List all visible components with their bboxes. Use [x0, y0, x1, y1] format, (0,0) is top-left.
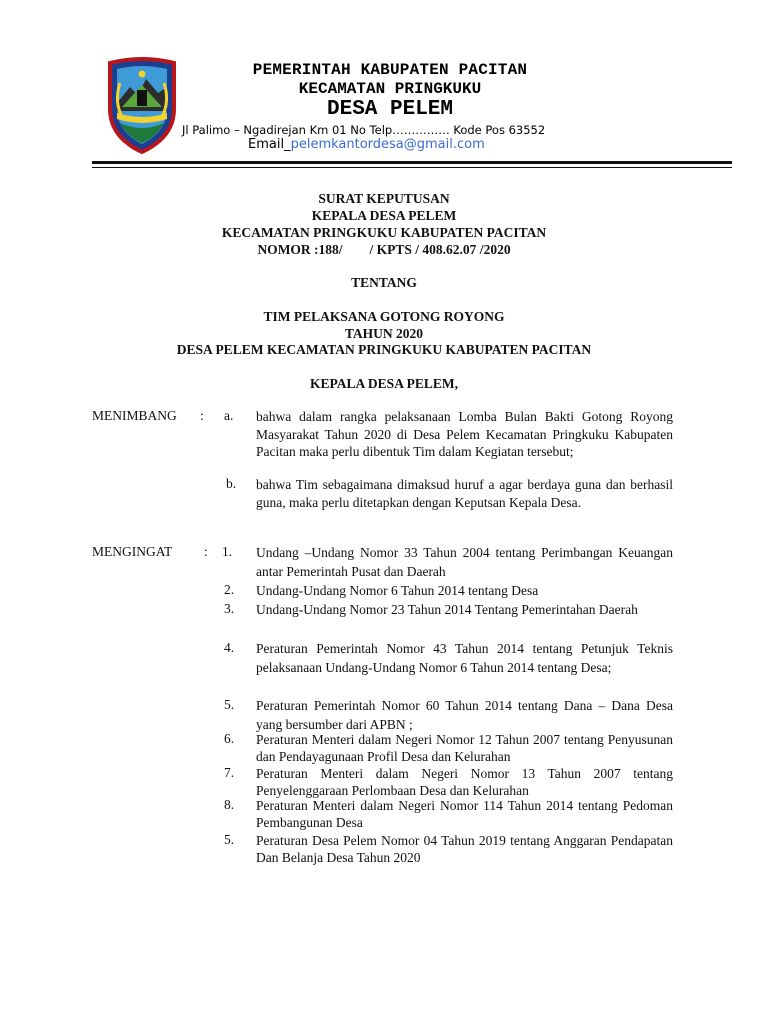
letterhead-thick-rule: [92, 161, 732, 164]
menimbang-mark: b.: [226, 476, 237, 491]
email-link[interactable]: pelemkantordesa@gmail.com: [290, 137, 485, 152]
mengingat-mark: 3.: [224, 601, 235, 616]
mengingat-mark: 5.: [224, 832, 235, 847]
letterhead-village: DESA PELEM: [326, 98, 454, 121]
mengingat-mark: 1.: [222, 544, 233, 559]
mengingat-mark: 6.: [224, 731, 235, 746]
doc-number: NOMOR :188/ / KPTS / 408.62.07 /2020: [257, 242, 511, 257]
letterhead-address: Jl Palimo – Ngadirejan Km 01 No Telp…………… Kode Pos 63552: [182, 123, 546, 137]
menimbang-colon: :: [200, 408, 204, 423]
letterhead-thin-rule: [92, 167, 732, 168]
mengingat-item: Undang –Undang Nomor 33 Tahun 2004 tentang Perimbangan Keuangan antar Pemerintah Pusat dan Daerah: [256, 545, 673, 579]
menimbang-label: MENIMBANG: [92, 408, 177, 423]
doc-issuer: KEPALA DESA PELEM: [311, 208, 457, 223]
menimbang-mark: a.: [224, 408, 234, 423]
mengingat-label: MENGINGAT: [92, 544, 173, 559]
letterhead-district: KECAMATAN PRINGKUKU: [298, 80, 482, 98]
mengingat-item: Peraturan Menteri dalam Negeri Nomor 12 Tahun 2007 tentang Penyusunan dan Pendayagunaan Profil Desa dan Kelurahan: [256, 732, 673, 764]
mengingat-item: Undang-Undang Nomor 23 Tahun 2014 Tentang Pemerintahan Daerah: [256, 602, 638, 617]
letterhead-email: [248, 137, 485, 152]
email-label: Email_: [248, 137, 291, 152]
mengingat-item: Undang-Undang Nomor 6 Tahun 2014 tentang Desa: [256, 583, 539, 598]
mengingat-item: Peraturan Desa Pelem Nomor 04 Tahun 2019 tentang Anggaran Pendapatan Dan Belanja Desa Tahun 2020: [256, 833, 673, 865]
menimbang-item: bahwa Tim sebagaimana dimaksud huruf a agar berdaya guna dan berhasil guna, maka perlu ditetapkan dengan Keputsan Kepala Desa.: [256, 477, 673, 510]
mengingat-mark: 5.: [224, 697, 235, 712]
pacitan-regency-crest-icon: [106, 57, 178, 154]
doc-about: TENTANG: [351, 275, 417, 290]
doc-subject-2: TAHUN 2020: [344, 326, 424, 341]
mengingat-mark: 8.: [224, 797, 235, 812]
letterhead-government: PEMERINTAH KABUPATEN PACITAN: [252, 61, 528, 79]
mengingat-mark: 4.: [224, 640, 235, 655]
mengingat-item: Peraturan Menteri dalam Negeri Nomor 13 Tahun 2007 tentang Penyelenggaraan Perlombaan Desa dan Kelurahan: [256, 766, 673, 798]
doc-region: KECAMATAN PRINGKUKU KABUPATEN PACITAN: [221, 225, 547, 240]
doc-subject-3: DESA PELEM KECAMATAN PRINGKUKU KABUPATEN PACITAN: [176, 342, 592, 357]
mengingat-item: Peraturan Menteri dalam Negeri Nomor 114 Tahun 2014 tentang Pedoman Pembangunan Desa: [256, 798, 673, 830]
mengingat-colon: :: [204, 544, 208, 559]
mengingat-item: Peraturan Pemerintah Nomor 43 Tahun 2014 tentang Petunjuk Teknis pelaksanaan Undang-Undang Nomor 6 Tahun 2014 tentang Desa;: [256, 641, 673, 675]
mengingat-mark: 2.: [224, 582, 235, 597]
doc-title: SURAT KEPUTUSAN: [318, 191, 450, 206]
mengingat-item: Peraturan Pemerintah Nomor 60 Tahun 2014 tentang Dana – Dana Desa yang bersumber dari APBN ;: [256, 698, 673, 732]
mengingat-mark: 7.: [224, 765, 235, 780]
doc-authority: KEPALA DESA PELEM,: [310, 376, 458, 391]
menimbang-item: bahwa dalam rangka pelaksanaan Lomba Bulan Bakti Gotong Royong Masyarakat Tahun 2020 di Desa Pelem Kecamatan Pringkuku Kabupaten Pacitan maka perlu dibentuk Tim dalam Kegiatan tersebut;: [256, 409, 673, 460]
doc-subject-1: TIM PELAKSANA GOTONG ROYONG: [263, 309, 505, 324]
